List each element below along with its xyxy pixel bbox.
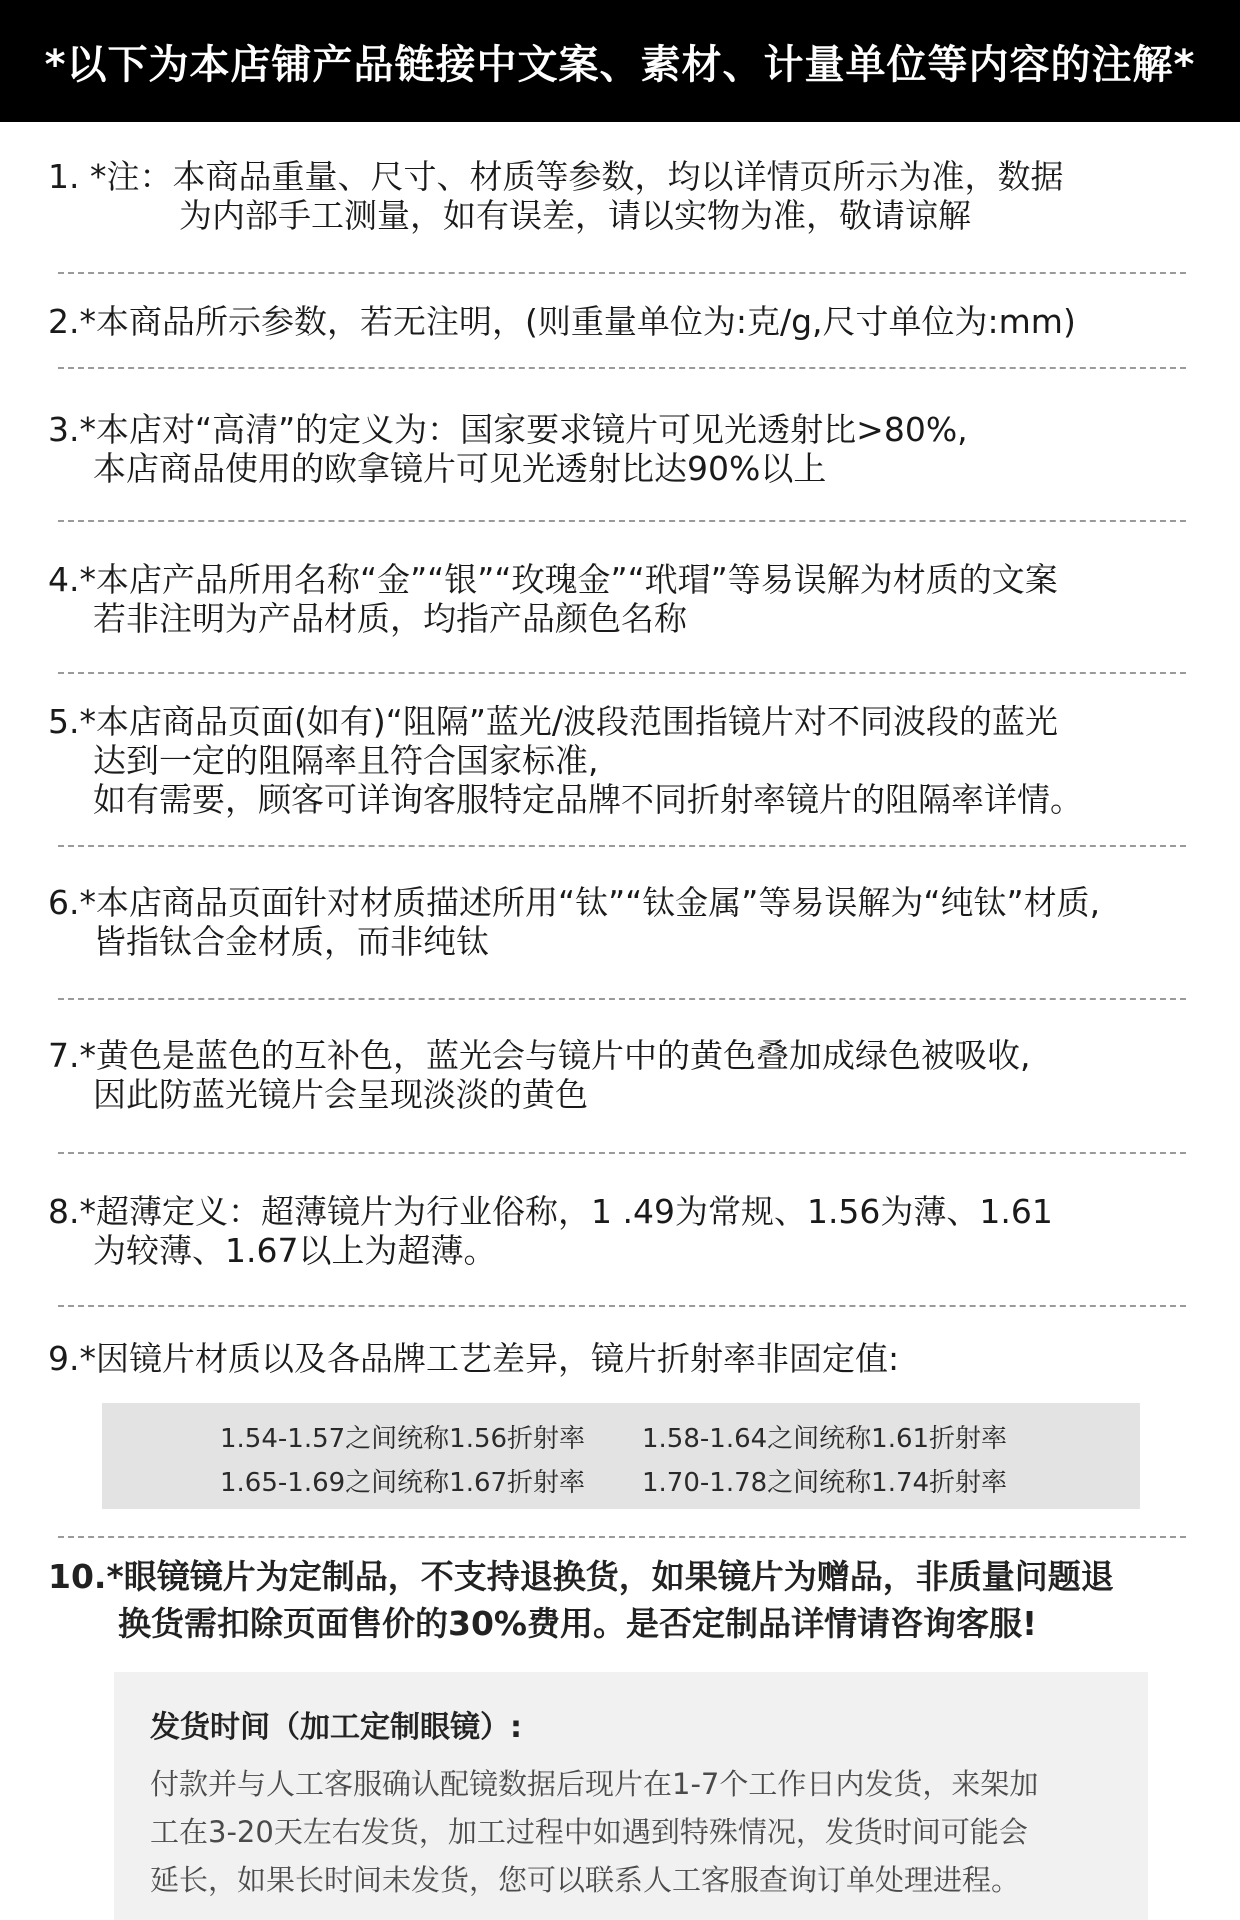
note-7 [48, 1036, 1198, 1114]
note-3 [48, 410, 1198, 488]
note-line: 7.*黄色是蓝色的互补色，蓝光会与镜片中的黄色叠加成绿色被吸收, [48, 1036, 1031, 1075]
note-9 [48, 1339, 1198, 1378]
note-line: 10.*眼镜镜片为定制品，不支持退换货，如果镜片为赠品，非质量问题退 [48, 1557, 1114, 1596]
shipping-line: 工在3-20天左右发货，加工过程中如遇到特殊情况，发货时间可能会 [150, 1815, 1028, 1849]
dashed-divider [58, 520, 1186, 522]
shipping-info-box [114, 1672, 1148, 1920]
dashed-divider [58, 367, 1186, 369]
shipping-body [150, 1760, 1130, 1904]
note-line: 6.*本店商品页面针对材质描述所用“钛”“钛金属”等易误解为“纯钛”材质, [48, 883, 1101, 922]
note-2 [48, 302, 1198, 341]
dashed-divider [58, 1536, 1186, 1538]
dashed-divider [58, 845, 1186, 847]
note-line: 因此防蓝光镜片会呈现淡淡的黄色 [93, 1075, 588, 1114]
refraction-cell: 1.70-1.78之间统称1.74折射率 [642, 1468, 1008, 1498]
note-line: 4.*本店产品所用名称“金”“银”“玫瑰金”“玳瑁”等易误解为材质的文案 [48, 560, 1058, 599]
dashed-divider [58, 272, 1186, 274]
refraction-cell: 1.65-1.69之间统称1.67折射率 [220, 1468, 586, 1498]
refraction-cell: 1.58-1.64之间统称1.61折射率 [642, 1424, 1008, 1454]
note-line: 皆指钛合金材质，而非纯钛 [93, 922, 489, 961]
note-5 [48, 702, 1198, 819]
note-line: 换货需扣除页面售价的30%费用。是否定制品详情请咨询客服! [118, 1604, 1038, 1643]
note-line: 为较薄、1.67以上为超薄。 [93, 1231, 497, 1270]
dashed-divider [58, 672, 1186, 674]
note-line: 3.*本店对“高清”的定义为：国家要求镜片可见光透射比>80%, [48, 410, 968, 449]
dashed-divider [58, 1152, 1186, 1154]
dashed-divider [58, 1305, 1186, 1307]
shipping-title: 发货时间（加工定制眼镜）: [150, 1710, 522, 1745]
shipping-line: 延长，如果长时间未发货，您可以联系人工客服查询订单处理进程。 [150, 1863, 1021, 1897]
page-header [0, 0, 1240, 122]
refraction-cell: 1.54-1.57之间统称1.56折射率 [220, 1424, 586, 1454]
note-line: 1. *注：本商品重量、尺寸、材质等参数，均以详情页所示为准，数据 [48, 157, 1064, 196]
shipping-line: 付款并与人工客服确认配镜数据后现片在1-7个工作日内发货，来架加 [150, 1767, 1039, 1801]
dashed-divider [58, 998, 1186, 1000]
header-title: *以下为本店铺产品链接中文案、素材、计量单位等内容的注解* [44, 41, 1196, 88]
note-line: 8.*超薄定义：超薄镜片为行业俗称，1 .49为常规、1.56为薄、1.61 [48, 1192, 1053, 1231]
note-8 [48, 1192, 1198, 1270]
refraction-table [102, 1403, 1140, 1509]
note-line: 9.*因镜片材质以及各品牌工艺差异，镜片折射率非固定值: [48, 1339, 900, 1378]
note-line: 为内部手工测量，如有误差，请以实物为准，敬请谅解 [179, 196, 971, 235]
note-line: 本店商品使用的欧拿镜片可见光透射比达90%以上 [93, 449, 827, 488]
note-line: 如有需要，顾客可详询客服特定品牌不同折射率镜片的阻隔率详情。 [93, 780, 1083, 819]
note-line: 2.*本商品所示参数，若无注明，(则重量单位为:克/g,尺寸单位为:mm) [48, 302, 1076, 341]
note-6 [48, 883, 1198, 961]
note-line: 5.*本店商品页面(如有)“阻隔”蓝光/波段范围指镜片对不同波段的蓝光 [48, 702, 1059, 741]
note-line: 达到一定的阻隔率且符合国家标准, [93, 741, 599, 780]
note-line: 若非注明为产品材质，均指产品颜色名称 [93, 599, 687, 638]
note-10 [48, 1553, 1198, 1647]
note-1 [48, 157, 1198, 235]
note-4 [48, 560, 1198, 638]
